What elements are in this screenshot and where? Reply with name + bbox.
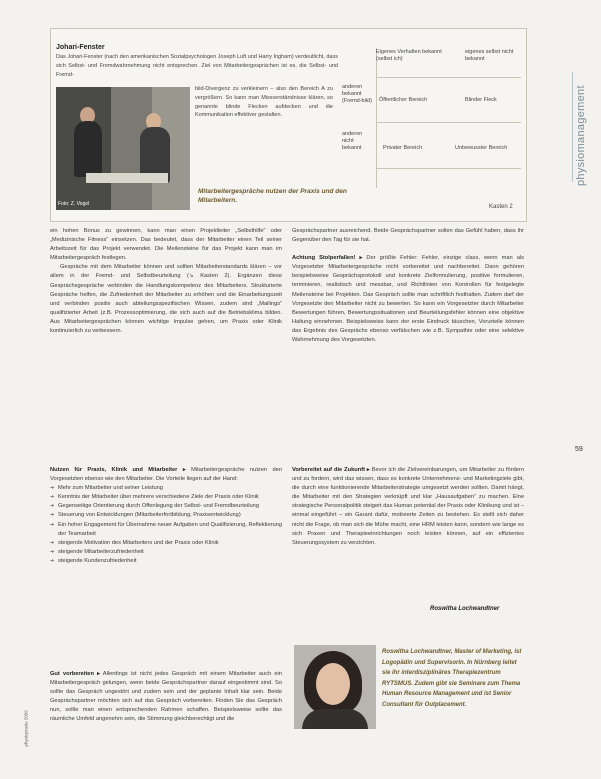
section-lead: Achtung Stolperfallen! ▸ (292, 255, 363, 262)
column-right-top (292, 227, 524, 345)
publication-tag (20, 690, 30, 750)
page-number: 59 (575, 446, 583, 453)
box-title: Johari-Fenster (56, 44, 105, 51)
section-lead: Nutzen für Praxis, Klinik und Mitarbeiter ▸ (50, 467, 186, 473)
paragraph: Gespräche mit dem Mitarbeiter können und sollten Mitarbeiterstandards klären – vor allem in der Fremd- und Selbstbeurteilung (↘ Kasten 2). Ergänzen diese Gesprächsgespräche verbinden die Handlungskompetenz des Mitarbeiters. Strukturierte Gespräche helfen, die Zufriedenheit der Mitarbeiter zu erhöhen und die Einarbeitungszeit und verbinden positiv auch abteilungsspezifischen Wissen, zudem sind „Mailings“ qualifizierter Arbeit (z.B. Prozessoptimierung, die sich auch auf die Betriebsklima bilden. Aus Mitarbeitergesprächen können wichtige Impulse gehen, um Praxis oder Klinik kontinuierlich zu verbessern. (50, 264, 282, 335)
column-left-top (50, 227, 282, 336)
column-right-middle (292, 466, 524, 548)
benefit-list (50, 484, 282, 566)
box-intro-text: Das Johari-Fenster (nach den amerikanischen Sozialpsychologen Joseph Luft und Harry Ingham) verdeutlicht, dass sich Selbst- und Fremdwahrnehmung nicht entsprechen. Ziel von Mitarbeitergesprächen ist es, die Selbst- und Fremd- (56, 54, 338, 78)
photo-caption: Mitarbeitergespräche nutzen der Praxis und den Mitarbeitern. (198, 188, 347, 204)
grid-divider (376, 48, 377, 188)
paragraph: Gesprächspartner ausreichend. Beide Gesprächspartner sollen das Gefühl haben, dass ihr Gegenüber den Tag für sie hat. (292, 228, 524, 244)
paragraph: ein hohen Bonus zu gewinnen, kann man einen Projektleiter „Selbsthilfe“ oder „Medizinische Fitness“ einsetzen. Das bedeutet, dass der Mitarbeiter einen Teil seiner Arbeitszeit für das Projekt verwendet. Die Meilensteine für das Projekt kann man im Mitarbeitergespräch festlegen. (50, 228, 282, 262)
list-item: ➔ Ein hoher Engagement für Übernahme neuer Aufgaben und Qualifizierung, Reflektierung der Teamarbeit (50, 521, 282, 539)
section-text: Allerdings ist nicht jedes Gespräch mit einem Mitarbeiter auch ein Mitarbeitergespräch gelungen, wenn beide Gesprächspartner darauf eingestimmt sind. So sollte das Gespräch ungestört und zudem sein und der geplante Inhalt klar sein. Beide Gesprächspartner möchten sich auf das Gespräch vorbereiten. Finden Sie das Gespräch nun, sollte man einen entsprechenden Rahmen schaffen. Beispielsweise sollte das räumliche Umfeld angenehm sein, die Stimmung gleichberechtigt und die (50, 671, 282, 723)
section-lead: Gut vorbereiten ▸ (50, 671, 100, 677)
window-row-label-unknown: anderen nicht bekannt (342, 131, 363, 151)
window-row-label-known: anderen bekannt (Fremd-bild) (342, 84, 372, 104)
author-bio: Roswitha Lochwandtner, Master of Marketing, ist Logopädin und Supervisorin. In Nürnberg leitet sie ihr interdisziplinäres Therapiezentrum RYTSMUS. Zudem gibt sie Seminare zum Thema Human Resource Management und ist Senior Consultant für Outplacement. (382, 649, 522, 708)
author-signature: Roswitha Lochwandtner (430, 606, 500, 612)
publication-label: physiopraxis 2009 (23, 710, 29, 747)
box-text-continued: bild-Divergenz zu verkleinern – also den Bereich A zu vergrößern. So kann man Missverständnisse klären, so genannte blinde Flecken aufdecken und die Kommunikation effektiver gestalten. (195, 86, 333, 119)
section-lead: Vorbereitet auf die Zukunft ▸ (292, 467, 370, 473)
author-photo (294, 645, 376, 729)
list-item: ➔ steigende Motivation des Mitarbeiters und der Praxis oder Klinik (50, 539, 282, 548)
column-left-bottom (50, 670, 282, 725)
window-header-self-unknown: eigenes selbst nicht bekannt (465, 49, 514, 62)
grid-divider (376, 77, 521, 78)
photo-credit: Foto: Z. Vogel (58, 201, 90, 207)
list-item: ➔ Mehr zum Mitarbeiter und seiner Leistung (50, 484, 282, 493)
window-cell-unconscious: Unbewusster Bereich (455, 145, 508, 151)
window-cell-blind-spot: Blinder Fleck (465, 97, 497, 103)
section-brand (566, 55, 590, 195)
window-cell-public: Öffentlicher Bereich (379, 97, 428, 103)
grid-divider (376, 122, 521, 123)
section-lead-text: Mitarbeitergespräche nutzen den Vorgesetzten ebenso wie den Mitarbeiter. Die Vorteile liegen auf der Hand: (50, 467, 282, 483)
list-item: ➔ Gegenseitige Orientierung durch Offenlegung der Selbst- und Fremdbeurteilung (50, 502, 282, 511)
grid-divider (376, 168, 521, 169)
list-item: ➔ Steuerung von Entwicklungen (Mitarbeiterfortbildung, Praxisentwicklung) (50, 511, 282, 520)
list-item: ➔ steigende Kundenzufriedenheit (50, 557, 282, 566)
window-cell-private: Privater Bereich (383, 145, 423, 151)
section-text: Bevor ich die Zielvereinbarungen, um Mitarbeiter zu fördern und zu fordern, wird das wissen, dass es konkrete Unternehmens- und Marketingziele gibt, die durch eine funktionierende Mitarbeiterstrategie umgesetzt werden sollten. Damit hängt, die Mitarbeiter mit den Strategien verknüpft und klar „Hausaufgaben“ zu machen. Eine strategische Personalpolitik steigert das Human potential der Praxis oder Klinikung und ist – einmal eingeführt – ein Garant dafür, motivierte Zeiten zu bestehen. Es stellt sich daher nicht die Frage, ob man sich die Mühe macht, eine HRM leisten kann, sondern wie lange es sich Praxen und Therapieeinrichtungen noch leisten können, auf ein effizientes Steuerungssystem zu verzichten. (292, 467, 524, 546)
section-brand-label: physiomanagement (575, 85, 587, 186)
list-item: ➔ Kenntnis der Mitarbeiter über mehrere verschiedene Ziele der Praxis oder Klinik (50, 493, 282, 502)
list-item: ➔ steigende Mitarbeiterzufriedenheit (50, 548, 282, 557)
meeting-photo (56, 87, 190, 210)
window-header-self-known: Eigenes Verhalten bekannt (selbst ich) (376, 49, 442, 62)
box-label: Kasten 2 (489, 204, 513, 210)
section-text: Der größte Fehler: Fehler, einzige class, wenn man als Vorgesetzter Mitarbeitergespräche nicht vorbereitet und nachbereitet. Dann gehören beispielsweise Gesprächsprotokoll und konkrete Zielformulierung, positive formulieren, terminieren, realistisch und messbar, und Richtlinien von Kontrollen für festgelegte Meilensteine bei Projekten. Das Gespräch sollte man schriftlich festhalten. Zudem darf der Vorgesetzte den Mitarbeiter nicht zu bewerten. So kann ein Vorgesetzter durch Mitarbeiter Bewertungen führen, Bewertungssituationen und Beurteilungsfehler können eine objektive Haltung einnehmen. Beispielsweise kann der erste Eindruck täuschen, Vorurteile können das Ergebnis des Gesprächs ebenso verfälschen wie z.B. Sympathie oder eine selektive Wahrnehmung des Vorgesetzten. (292, 255, 524, 344)
column-left-middle (50, 466, 282, 566)
